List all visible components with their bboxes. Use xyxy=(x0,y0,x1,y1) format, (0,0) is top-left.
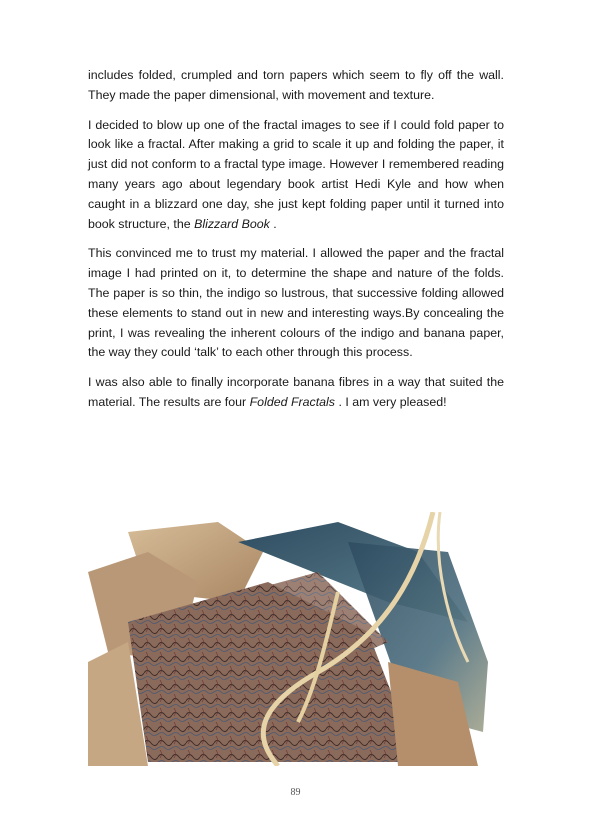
paragraph-2-text: I decided to blow up one of the fractal images to see if I could fold paper to look like a fractal. After making a grid to scale it up and folding the paper, it just did not conform to a fractal type image. However I remembered reading many years ago about legendary book artist Hedi Kyle and how when caught in a blizzard one day, she just kept folding paper until it turned into book structure, the xyxy=(88,117,504,231)
paragraph-3-text: This convinced me to trust my material. I allowed the paper and the fractal image I had printed on it, to determine the shape and nature of the folds. The paper is so thin, the indigo so lustrous, that successive folding allowed these elements to stand out in new and interesting ways.By concealing the print, I was revealing the inherent colours of the indigo and banana paper, the way they could ‘talk’ to each other through this process. xyxy=(88,246,504,360)
paragraph-4-end: . I am very pleased! xyxy=(335,394,447,409)
folded-fractal-artwork xyxy=(88,512,504,766)
paragraph-1-text: includes folded, crumpled and torn papers which seem to fly off the wall. They made the paper dimensional, with movement and texture. xyxy=(88,68,504,102)
folded-fractal-photo xyxy=(88,512,504,766)
artwork-title-folded-fractals: Folded Fractals xyxy=(249,394,336,409)
body-text xyxy=(88,66,504,423)
book-title-blizzard: Blizzard Book xyxy=(194,216,270,231)
paragraph-4-text: I was also able to finally incorporate banana fibres in a way that suited the material. The results are four xyxy=(88,375,504,409)
page-number: 89 xyxy=(290,787,301,798)
paragraph-2 xyxy=(88,116,504,235)
paragraph-1 xyxy=(88,66,504,106)
paragraph-3 xyxy=(88,244,504,363)
paragraph-4 xyxy=(88,373,504,413)
paragraph-2-end: . xyxy=(269,216,277,231)
